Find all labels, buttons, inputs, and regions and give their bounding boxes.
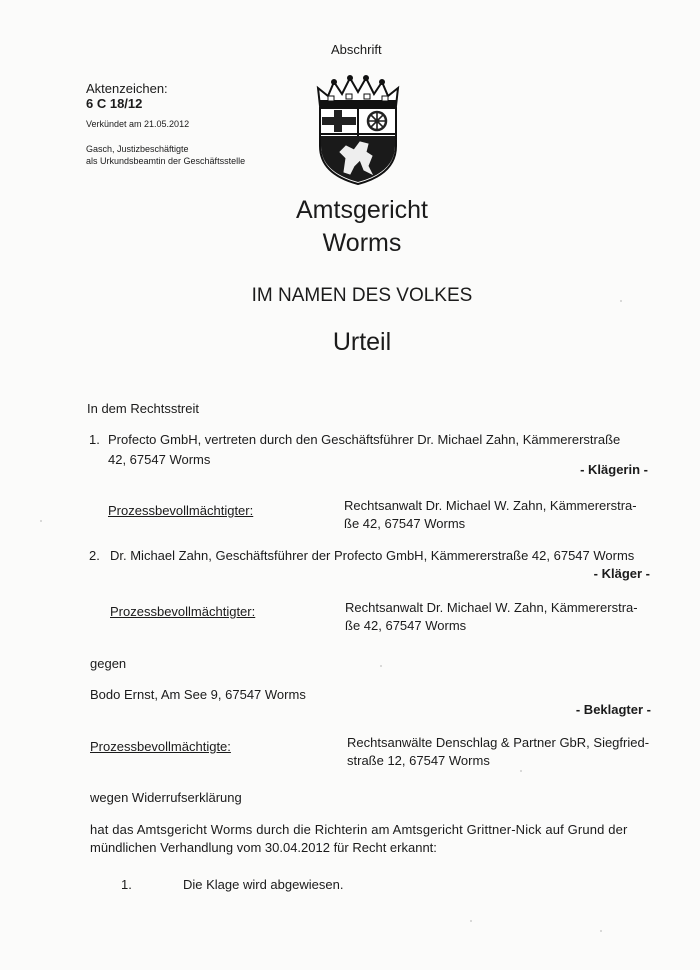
scan-speck (600, 930, 602, 932)
defendant-counsel-line-1: Rechtsanwälte Denschlag & Partner GbR, Siegfried- (347, 735, 650, 750)
clerk-line-2: als Urkundsbeamtin der Geschäftsstelle (86, 156, 246, 166)
scan-speck (620, 300, 622, 302)
scan-speck (40, 520, 42, 522)
scan-speck (380, 665, 382, 667)
party-1-line-1: Profecto GmbH, vertreten durch den Geschäftsführer Dr. Michael Zahn, Kämmererstraße (108, 432, 621, 447)
ruling-text: Die Klage wird abgewiesen. (183, 877, 344, 892)
party-2-line-1: Dr. Michael Zahn, Geschäftsführer der Profecto GmbH, Kämmererstraße 42, 67547 Worms (110, 548, 635, 563)
scan-speck (470, 920, 472, 922)
party-1-number: 1. (89, 432, 100, 447)
document-type: Urteil (332, 328, 392, 356)
intro-text: In dem Rechtsstreit (87, 401, 199, 416)
party-1-role: - Klägerin - (580, 462, 648, 477)
subject-text: wegen Widerrufserklärung (90, 790, 242, 805)
file-number: 6 C 18/12 (86, 96, 143, 111)
defendant-role: - Beklagter - (575, 702, 651, 717)
file-number-label: Aktenzeichen: (86, 81, 168, 96)
decision-line-1: hat das Amtsgericht Worms durch die Richterin am Amtsgericht Grittner-Nick auf Grund der (90, 822, 628, 837)
party-2-role: - Kläger - (593, 566, 650, 581)
scan-speck (520, 770, 522, 772)
judgment-formula: IM NAMEN DES VOLKES (251, 285, 473, 306)
party-1-line-2: 42, 67547 Worms (108, 452, 211, 467)
coat-of-arms-emblem (310, 74, 406, 186)
copy-mark: Abschrift (331, 42, 382, 57)
announcement-date: Verkündet am 21.05.2012 (86, 119, 190, 129)
party-1-counsel-line-1: Rechtsanwalt Dr. Michael W. Zahn, Kämmererstra- (344, 498, 637, 513)
decision-line-2: mündlichen Verhandlung vom 30.04.2012 für Recht erkannt: (90, 840, 437, 855)
party-2-number: 2. (89, 548, 100, 563)
against-text: gegen (90, 656, 127, 671)
party-2-counsel-line-1: Rechtsanwalt Dr. Michael W. Zahn, Kämmererstra- (345, 600, 638, 615)
party-2-counsel-line-2: ße 42, 67547 Worms (345, 618, 467, 633)
party-1-counsel-label: Prozessbevollmächtigter: (108, 503, 254, 518)
clerk-line-1: Gasch, Justizbeschäftigte (86, 144, 189, 154)
defendant-counsel-line-2: straße 12, 67547 Worms (347, 753, 490, 768)
court-name-line-1: Amtsgericht (296, 196, 428, 224)
party-1-counsel-line-2: ße 42, 67547 Worms (344, 516, 466, 531)
court-name-line-2: Worms (322, 229, 402, 257)
ruling-number: 1. (121, 877, 132, 892)
defendant-line-1: Bodo Ernst, Am See 9, 67547 Worms (90, 687, 306, 702)
defendant-counsel-label: Prozessbevollmächtigte: (90, 739, 231, 754)
party-2-counsel-label: Prozessbevollmächtigter: (110, 604, 256, 619)
